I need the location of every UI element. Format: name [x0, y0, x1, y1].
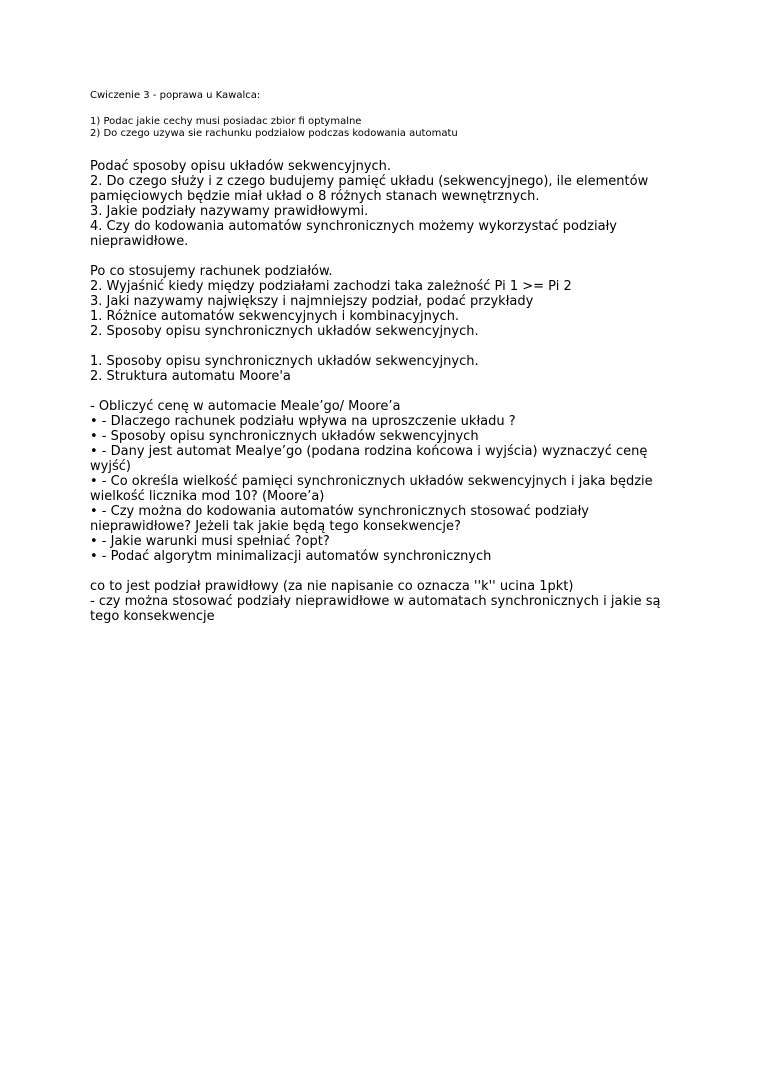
text-line: nieprawidłowe.	[90, 234, 189, 249]
text-line: - Obliczyć cenę w automacie Meale’go/ Moore’a	[90, 399, 401, 414]
text-line: 2. Sposoby opisu synchronicznych układów sekwencyjnych.	[90, 324, 479, 339]
text-line: • - Dany jest automat Mealye’go (podana rodzina końcowa i wyjścia) wyznaczyć cenę	[90, 444, 648, 459]
text-line: wyjść)	[90, 459, 131, 474]
text-line: 3. Jaki nazywamy największy i najmniejszy podział, podać przykłady	[90, 294, 534, 309]
text-line: 2. Do czego służy i z czego budujemy pamięć układu (sekwencyjnego), ile elementów	[90, 174, 649, 189]
section-5	[90, 579, 700, 624]
section-2	[90, 264, 700, 339]
section-1	[90, 159, 700, 249]
text-line: • - Dlaczego rachunek podziału wpływa na uproszczenie układu ?	[90, 414, 516, 429]
header-items	[90, 116, 700, 140]
text-line: Podać sposoby opisu układów sekwencyjnych.	[90, 159, 392, 174]
text-line: 2. Wyjaśnić kiedy między podziałami zachodzi taka zależność Pi 1 >= Pi 2	[90, 279, 572, 294]
header-title: Cwiczenie 3 - poprawa u Kawalca:	[90, 90, 261, 101]
text-line: nieprawidłowe? Jeżeli tak jakie będą tego konsekwencje?	[90, 519, 461, 534]
text-line: 2. Struktura automatu Moore'a	[90, 369, 291, 384]
text-line: - czy można stosować podziały nieprawidłowe w automatach synchronicznych i jakie są	[90, 594, 661, 609]
text-line: 1. Sposoby opisu synchronicznych układów sekwencyjnych.	[90, 354, 479, 369]
section-4	[90, 399, 700, 564]
text-line: pamięciowych będzie miał układ o 8 różnych stanach wewnętrznych.	[90, 189, 540, 204]
text-line: tego konsekwencje	[90, 609, 215, 624]
text-line: • - Podać algorytm minimalizacji automatów synchronicznych	[90, 549, 492, 564]
text-line: • - Czy można do kodowania automatów synchronicznych stosować podziały	[90, 504, 589, 519]
text-line: • - Sposoby opisu synchronicznych układów sekwencyjnych	[90, 429, 479, 444]
text-line: 1. Różnice automatów sekwencyjnych i kombinacyjnych.	[90, 309, 460, 324]
text-line: • - Co określa wielkość pamięci synchronicznych układów sekwencyjnych i jaka będzie	[90, 474, 653, 489]
text-line: 3. Jakie podziały nazywamy prawidłowymi.	[90, 204, 369, 219]
text-line: 4. Czy do kodowania automatów synchronicznych możemy wykorzystać podziały	[90, 219, 617, 234]
text-line: Po co stosujemy rachunek podziałów.	[90, 264, 333, 279]
text-line: wielkość licznika mod 10? (Moore’a)	[90, 489, 325, 504]
header-item: 1) Podac jakie cechy musi posiadac zbior fi optymalne	[90, 116, 362, 127]
document-content	[90, 90, 700, 624]
header-item: 2) Do czego uzywa sie rachunku podzialow podczas kodowania automatu	[90, 128, 458, 139]
text-line: co to jest podział prawidłowy (za nie napisanie co oznacza ''k'' ucina 1pkt)	[90, 579, 574, 594]
section-3	[90, 354, 700, 384]
text-line: • - Jakie warunki musi spełniać ?opt?	[90, 534, 330, 549]
